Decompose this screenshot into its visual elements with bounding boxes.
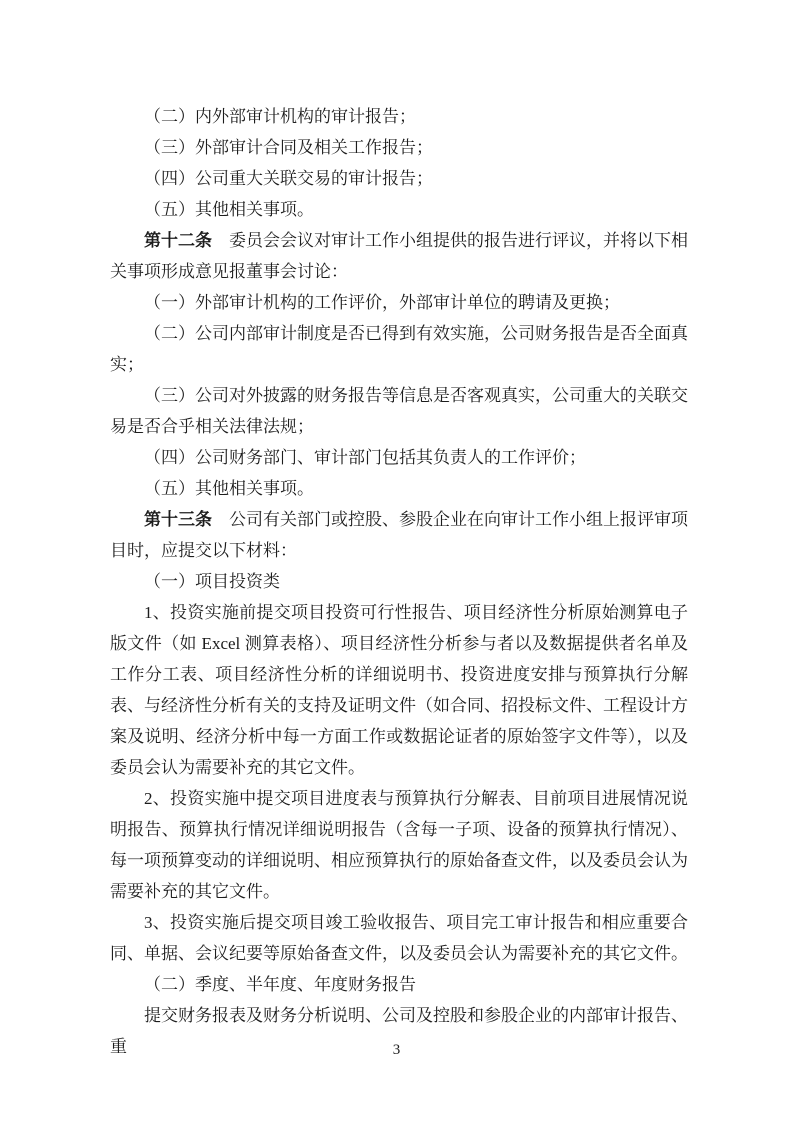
document-body [110, 101, 688, 1062]
paragraph-text: 公司有关部门或控股、参股企业在向审计工作小组上报评审项目时，应提交以下材料： [110, 510, 688, 560]
paragraph-text: （一）项目投资类 [144, 572, 280, 591]
paragraph [110, 597, 688, 783]
paragraph [110, 132, 688, 163]
paragraph [110, 380, 688, 442]
paragraph-text: 委员会会议对审计工作小组提供的报告进行评议，并将以下相关事项形成意见报董事会讨论： [110, 231, 688, 281]
paragraph [110, 163, 688, 194]
paragraph-text: （二）季度、半年度、年度财务报告 [144, 975, 416, 994]
paragraph [110, 783, 688, 907]
paragraph [110, 101, 688, 132]
paragraph-text: 2、投资实施中提交项目进度表与预算执行分解表、目前项目进展情况说明报告、预算执行情况详细说明报告（含每一子项、设备的预算执行情况）、每一项预算变动的详细说明、相应预算执行的原始备查文件，以及委员会认为需要补充的其它文件。 [110, 789, 688, 901]
article-number-bold: 第十三条 [144, 510, 212, 529]
page-number: 3 [392, 1042, 401, 1058]
paragraph-text: 提交财务报表及财务分析说明、公司及控股和参股企业的内部审计报告、重 [110, 1006, 688, 1056]
paragraph [110, 907, 688, 969]
paragraph-text: （一）外部审计机构的工作评价，外部审计单位的聘请及更换； [144, 293, 620, 312]
paragraph-article-12 [110, 225, 688, 287]
paragraph [110, 566, 688, 597]
paragraph-text: （三）公司对外披露的财务报告等信息是否客观真实，公司重大的关联交易是否合乎相关法律法规； [110, 386, 688, 436]
paragraph [110, 318, 688, 380]
article-number-bold: 第十二条 [144, 231, 212, 250]
paragraph-text: （四）公司重大关联交易的审计报告； [144, 169, 433, 188]
paragraph [110, 442, 688, 473]
paragraph-text: 1、投资实施前提交项目投资可行性报告、项目经济性分析原始测算电子版文件（如 Excel 测算表格）、项目经济性分析参与者以及数据提供者名单及工作分工表、项目经济性分析的详细说明书、投资进度安排与预算执行分解表、与经济性分析有关的支持及证明文件（如合同、招投标文件、工程设计方案及说明、经济分析中每一方面工作或数据论证者的原始签字文件等），以及委员会认为需要补充的其它文件。 [110, 603, 688, 777]
paragraph-text: （二）公司内部审计制度是否已得到有效实施，公司财务报告是否全面真实； [110, 324, 688, 374]
paragraph-text: （五）其他相关事项。 [144, 479, 314, 498]
paragraph-text: （四）公司财务部门、审计部门包括其负责人的工作评价； [144, 448, 586, 467]
paragraph-text: （二）内外部审计机构的审计报告； [144, 107, 416, 126]
paragraph [110, 287, 688, 318]
paragraph-article-13 [110, 504, 688, 566]
paragraph [110, 473, 688, 504]
paragraph [110, 194, 688, 225]
paragraph-text: （三）外部审计合同及相关工作报告； [144, 138, 433, 157]
paragraph-text: （五）其他相关事项。 [144, 200, 314, 219]
paragraph-text: 3、投资实施后提交项目竣工验收报告、项目完工审计报告和相应重要合同、单据、会议纪要等原始备查文件，以及委员会认为需要补充的其它文件。 [110, 913, 688, 963]
paragraph [110, 969, 688, 1000]
